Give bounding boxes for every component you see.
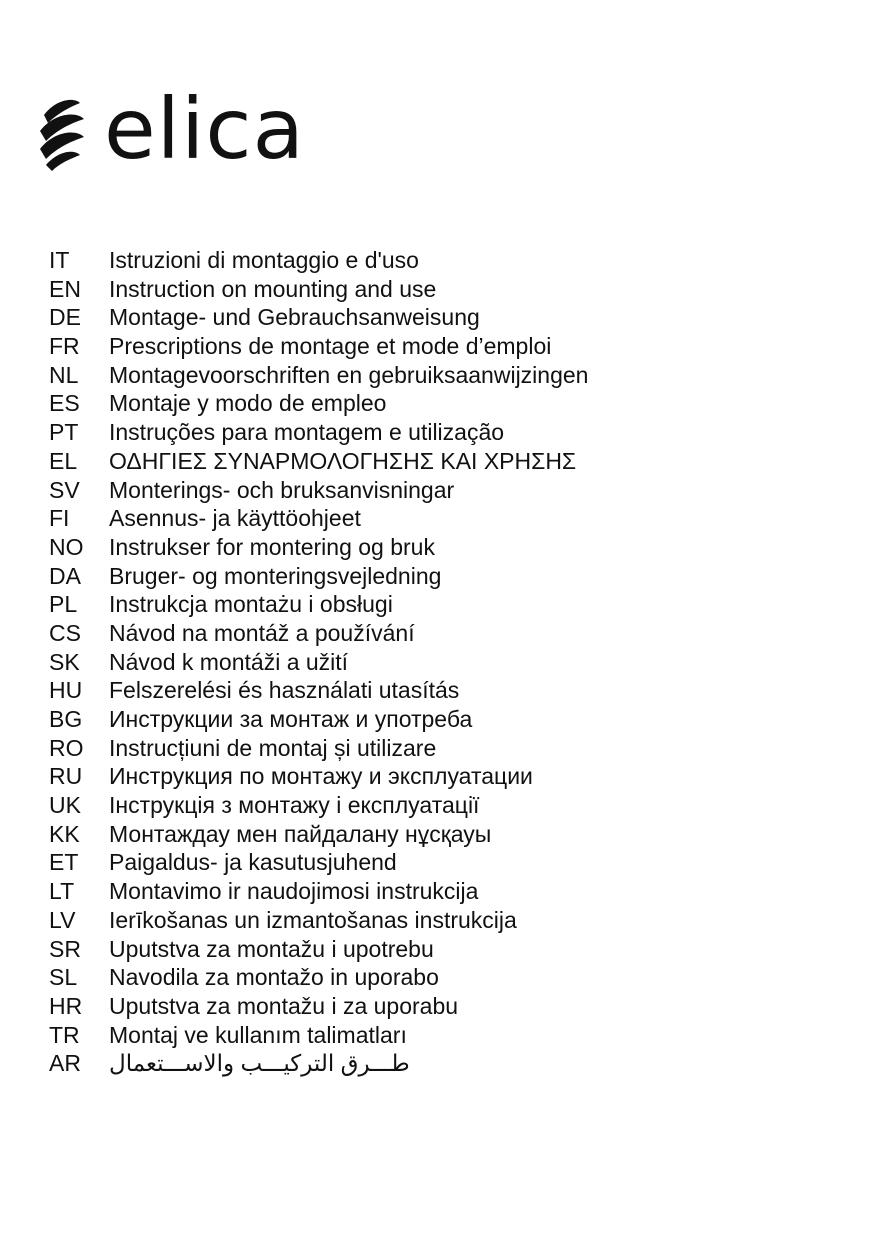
language-code: IT — [49, 247, 70, 273]
language-code: NO — [49, 533, 84, 560]
language-title: Instruções para montagem e utilização — [109, 419, 505, 446]
language-code: HU — [49, 677, 83, 704]
language-title: Instrukser for montering og bruk — [109, 533, 435, 560]
language-title: Instrukcja montażu i obsługi — [109, 591, 393, 618]
language-title: Asennus- ja käyttöohjeet — [109, 505, 361, 532]
language-row-bg — [49, 705, 588, 734]
language-row-pt — [49, 418, 588, 447]
language-title: Montaj ve kullanım talimatları — [109, 1021, 407, 1048]
language-title: ΟΔΗΓΙΕΣ ΣΥΝΑΡΜΟΛΟΓΗΣΗΣ ΚΑΙ ΧΡΗΣΗΣ — [109, 447, 577, 474]
language-title: Instruction on mounting and use — [109, 275, 437, 302]
language-code: SL — [49, 964, 78, 991]
language-row-hu — [49, 676, 588, 705]
language-row-hr — [49, 992, 588, 1021]
language-code: PL — [49, 591, 78, 618]
language-row-ru — [49, 762, 588, 791]
language-title: Инструкции за монтаж и употреба — [109, 706, 473, 732]
language-code: LT — [49, 878, 75, 905]
language-title: Navodila za montažo in uporabo — [109, 964, 439, 991]
language-code: BG — [49, 706, 83, 732]
language-title: طـــرق التركيـــب والاســـتعمال — [109, 1050, 410, 1077]
language-row-tr — [49, 1021, 588, 1050]
brand-logo — [34, 80, 306, 178]
language-row-de — [49, 303, 588, 332]
language-title: Инструкция по монтажу и эксплуатации — [109, 763, 533, 790]
language-row-fr — [49, 332, 588, 361]
language-title: Montagevoorschriften en gebruiksaanwijzingen — [109, 361, 589, 388]
language-row-it — [49, 246, 588, 275]
language-title: Bruger- og monteringsvejledning — [109, 562, 442, 589]
language-code: DA — [49, 562, 81, 589]
language-row-nl — [49, 361, 588, 390]
language-title: Uputstva za montažu i za uporabu — [109, 992, 459, 1019]
language-title: Montavimo ir naudojimosi instrukcija — [109, 878, 479, 905]
language-code: TR — [49, 1021, 80, 1048]
language-code: EN — [49, 275, 81, 302]
language-code: NL — [49, 361, 79, 388]
language-row-sk — [49, 648, 588, 677]
language-code: ES — [49, 390, 80, 417]
language-code: SK — [49, 648, 80, 675]
language-code: EL — [49, 447, 78, 474]
language-code: RU — [49, 763, 83, 790]
language-title: Monterings- och bruksanvisningar — [109, 476, 455, 503]
language-title: Prescriptions de montage et mode d’emploi — [109, 333, 552, 360]
language-title: Montage- und Gebrauchsanweisung — [109, 304, 480, 331]
language-code: SR — [49, 935, 81, 962]
language-row-da — [49, 562, 588, 591]
language-title: Návod k montáži a užití — [109, 648, 349, 675]
language-row-sr — [49, 935, 588, 964]
language-row-ar — [49, 1049, 588, 1078]
language-title: Ierīkošanas un izmantošanas instrukcija — [109, 906, 517, 933]
language-row-sl — [49, 963, 588, 992]
language-code: SV — [49, 476, 80, 503]
language-list — [49, 246, 588, 1078]
language-row-cs — [49, 619, 588, 648]
language-row-fi — [49, 504, 588, 533]
language-code: HR — [49, 992, 83, 1019]
language-row-uk — [49, 791, 588, 820]
language-title: Інструкція з монтажу і експлуатації — [109, 792, 480, 819]
language-title: Paigaldus- ja kasutusjuhend — [109, 849, 397, 876]
language-title: Montaje y modo de empleo — [109, 390, 387, 417]
language-code: ET — [49, 849, 79, 876]
language-code: DE — [49, 304, 81, 331]
language-code: PT — [49, 419, 79, 446]
language-code: FR — [49, 333, 80, 360]
language-row-es — [49, 389, 588, 418]
language-code: KK — [49, 820, 80, 847]
brand-wordmark: elica — [104, 80, 306, 178]
language-row-lt — [49, 877, 588, 906]
language-row-kk — [49, 820, 588, 849]
language-row-et — [49, 848, 588, 877]
language-row-no — [49, 533, 588, 562]
language-code: CS — [49, 619, 81, 646]
elica-swirl-logo-icon — [34, 93, 90, 173]
language-row-ro — [49, 734, 588, 763]
language-title: Монтаждау мен пайдалану нұсқауы — [109, 820, 492, 847]
language-title: Návod na montáž a používání — [109, 619, 415, 646]
language-row-en — [49, 275, 588, 304]
language-code: FI — [49, 505, 70, 532]
language-title: Instrucțiuni de montaj și utilizare — [109, 734, 437, 761]
language-row-sv — [49, 476, 588, 505]
language-code: RO — [49, 734, 84, 761]
language-code: UK — [49, 792, 81, 819]
language-row-lv — [49, 906, 588, 935]
language-row-pl — [49, 590, 588, 619]
language-row-el — [49, 447, 588, 476]
language-code: LV — [49, 906, 76, 933]
language-title: Felszerelési és használati utasítás — [109, 677, 460, 704]
language-title: Istruzioni di montaggio e d'uso — [109, 247, 419, 273]
language-code: AR — [49, 1050, 81, 1077]
language-title: Uputstva za montažu i upotrebu — [109, 935, 434, 962]
